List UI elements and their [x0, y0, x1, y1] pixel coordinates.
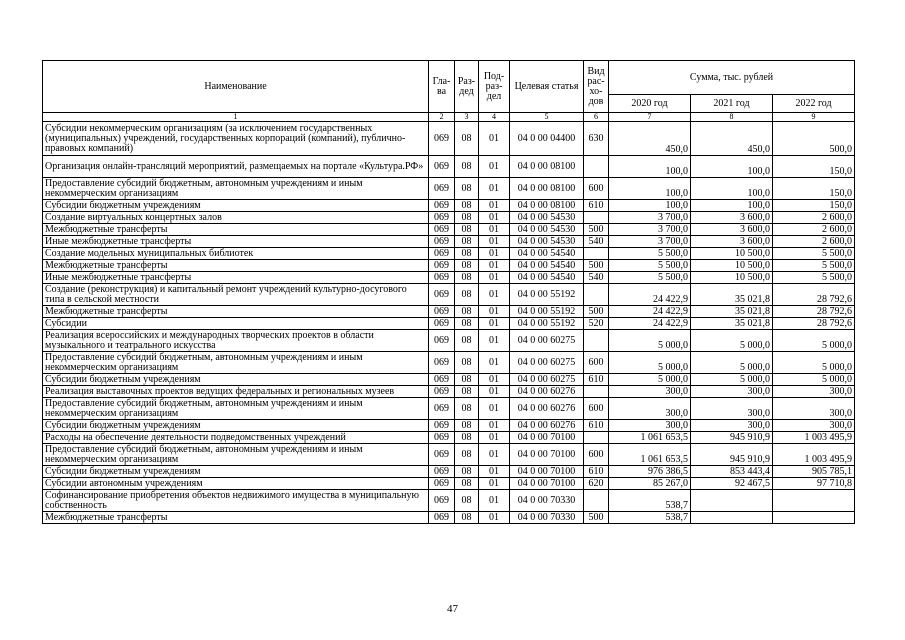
row-sum-2021: 945 910,9 — [691, 444, 773, 466]
table-row — [43, 272, 855, 284]
row-sum-2020: 1 061 653,5 — [609, 432, 691, 444]
row-sum-2021 — [691, 490, 773, 512]
row-sum-2022: 5 500,0 — [773, 248, 855, 260]
header-target: Целевая статья — [510, 61, 584, 113]
row-podrazdel: 01 — [479, 398, 510, 420]
row-glava: 069 — [429, 420, 455, 432]
row-sum-2020: 5 000,0 — [609, 330, 691, 352]
row-target-article: 04 0 00 54530 — [510, 224, 584, 236]
row-expense-type: 610 — [584, 200, 609, 212]
row-expense-type — [584, 432, 609, 444]
row-glava: 069 — [429, 212, 455, 224]
row-podrazdel: 01 — [479, 272, 510, 284]
row-sum-2020: 100,0 — [609, 178, 691, 200]
row-glava: 069 — [429, 466, 455, 478]
row-sum-2020: 5 500,0 — [609, 272, 691, 284]
row-glava: 069 — [429, 306, 455, 318]
row-glava: 069 — [429, 490, 455, 512]
row-name: Межбюджетные трансферты — [43, 224, 429, 236]
row-razdel: 08 — [455, 272, 479, 284]
row-podrazdel: 01 — [479, 318, 510, 330]
row-sum-2021: 3 600,0 — [691, 236, 773, 248]
row-sum-2021: 100,0 — [691, 178, 773, 200]
row-expense-type: 500 — [584, 512, 609, 524]
row-podrazdel: 01 — [479, 420, 510, 432]
row-razdel: 08 — [455, 200, 479, 212]
row-sum-2022: 5 000,0 — [773, 352, 855, 374]
table-row — [43, 490, 855, 512]
col-number: 6 — [584, 113, 609, 122]
row-target-article: 04 0 00 70100 — [510, 478, 584, 490]
header-glava: Гла-ва — [429, 61, 455, 113]
row-sum-2020: 1 061 653,5 — [609, 444, 691, 466]
row-razdel: 08 — [455, 156, 479, 178]
row-name: Предоставление субсидий бюджетным, автономным учреждениям и иным некоммерческим организациям — [43, 444, 429, 466]
header-vid: Вид рас-хо-дов — [584, 61, 609, 113]
row-sum-2022: 28 792,6 — [773, 306, 855, 318]
row-razdel: 08 — [455, 260, 479, 272]
row-name: Субсидии бюджетным учреждениям — [43, 200, 429, 212]
row-target-article: 04 0 00 04400 — [510, 122, 584, 156]
row-podrazdel: 01 — [479, 478, 510, 490]
row-name: Реализация всероссийских и международных творческих проектов в области музыкального и театрального искусства — [43, 330, 429, 352]
row-sum-2022: 28 792,6 — [773, 284, 855, 306]
row-podrazdel: 01 — [479, 432, 510, 444]
col-number: 2 — [429, 113, 455, 122]
row-target-article: 04 0 00 55192 — [510, 306, 584, 318]
row-expense-type — [584, 490, 609, 512]
row-expense-type: 600 — [584, 352, 609, 374]
row-sum-2022: 300,0 — [773, 386, 855, 398]
row-sum-2021: 300,0 — [691, 420, 773, 432]
row-sum-2020: 300,0 — [609, 420, 691, 432]
row-sum-2021: 10 500,0 — [691, 272, 773, 284]
row-glava: 069 — [429, 284, 455, 306]
row-glava: 069 — [429, 386, 455, 398]
row-target-article: 04 0 00 54540 — [510, 272, 584, 284]
row-sum-2021: 5 000,0 — [691, 374, 773, 386]
header-2021: 2021 год — [691, 95, 773, 113]
row-sum-2022: 5 500,0 — [773, 272, 855, 284]
row-target-article: 04 0 00 54530 — [510, 236, 584, 248]
row-sum-2022: 2 600,0 — [773, 212, 855, 224]
row-glava: 069 — [429, 330, 455, 352]
row-name: Субсидии бюджетным учреждениям — [43, 466, 429, 478]
row-podrazdel: 01 — [479, 248, 510, 260]
row-name: Предоставление субсидий бюджетным, автономным учреждениям и иным некоммерческим организациям — [43, 352, 429, 374]
row-glava: 069 — [429, 200, 455, 212]
header-2020: 2020 год — [609, 95, 691, 113]
row-sum-2021: 945 910,9 — [691, 432, 773, 444]
row-expense-type: 610 — [584, 420, 609, 432]
col-number: 3 — [455, 113, 479, 122]
col-number: 8 — [691, 113, 773, 122]
row-razdel: 08 — [455, 512, 479, 524]
row-razdel: 08 — [455, 352, 479, 374]
row-sum-2021 — [691, 512, 773, 524]
row-sum-2020: 24 422,9 — [609, 284, 691, 306]
col-number: 4 — [479, 113, 510, 122]
row-target-article: 04 0 00 55192 — [510, 284, 584, 306]
row-podrazdel: 01 — [479, 306, 510, 318]
row-sum-2021: 35 021,8 — [691, 318, 773, 330]
row-target-article: 04 0 00 70330 — [510, 512, 584, 524]
table-row — [43, 178, 855, 200]
table-row — [43, 432, 855, 444]
row-podrazdel: 01 — [479, 386, 510, 398]
row-sum-2022: 1 003 495,9 — [773, 432, 855, 444]
table-row — [43, 466, 855, 478]
row-sum-2022: 905 785,1 — [773, 466, 855, 478]
table-row — [43, 122, 855, 156]
col-number: 5 — [510, 113, 584, 122]
row-name: Субсидии бюджетным учреждениям — [43, 420, 429, 432]
row-expense-type: 630 — [584, 122, 609, 156]
row-target-article: 04 0 00 60276 — [510, 386, 584, 398]
table-row — [43, 284, 855, 306]
row-name: Субсидии — [43, 318, 429, 330]
row-target-article: 04 0 00 55192 — [510, 318, 584, 330]
row-razdel: 08 — [455, 398, 479, 420]
row-podrazdel: 01 — [479, 284, 510, 306]
row-target-article: 04 0 00 60276 — [510, 398, 584, 420]
row-name: Предоставление субсидий бюджетным, автономным учреждениям и иным некоммерческим организациям — [43, 178, 429, 200]
row-sum-2022 — [773, 490, 855, 512]
row-glava: 069 — [429, 318, 455, 330]
row-razdel: 08 — [455, 490, 479, 512]
row-glava: 069 — [429, 398, 455, 420]
table-row — [43, 420, 855, 432]
table-row — [43, 512, 855, 524]
row-target-article: 04 0 00 60275 — [510, 352, 584, 374]
table-row — [43, 200, 855, 212]
row-glava: 069 — [429, 156, 455, 178]
row-expense-type: 610 — [584, 374, 609, 386]
row-target-article: 04 0 00 70100 — [510, 466, 584, 478]
row-podrazdel: 01 — [479, 178, 510, 200]
row-sum-2022: 5 000,0 — [773, 374, 855, 386]
row-sum-2021: 853 443,4 — [691, 466, 773, 478]
row-sum-2021: 10 500,0 — [691, 260, 773, 272]
row-name: Софинансирование приобретения объектов недвижимого имущества в муниципальную собственность — [43, 490, 429, 512]
row-target-article: 04 0 00 60276 — [510, 420, 584, 432]
table-row — [43, 386, 855, 398]
row-sum-2020: 3 700,0 — [609, 236, 691, 248]
row-sum-2020: 300,0 — [609, 386, 691, 398]
row-glava: 069 — [429, 432, 455, 444]
row-name: Субсидии некоммерческим организациям (за исключением государственных (муниципальных) учреждений, государственных корпораций (компаний), публично-правовых компаний) — [43, 122, 429, 156]
row-target-article: 04 0 00 60275 — [510, 330, 584, 352]
table-row — [43, 306, 855, 318]
table-row — [43, 398, 855, 420]
row-expense-type: 600 — [584, 178, 609, 200]
row-razdel: 08 — [455, 478, 479, 490]
page-number: 47 — [447, 603, 458, 615]
row-sum-2021: 100,0 — [691, 156, 773, 178]
row-sum-2022 — [773, 512, 855, 524]
row-glava: 069 — [429, 224, 455, 236]
row-razdel: 08 — [455, 374, 479, 386]
row-sum-2021: 3 600,0 — [691, 212, 773, 224]
row-glava: 069 — [429, 260, 455, 272]
row-razdel: 08 — [455, 236, 479, 248]
row-sum-2022: 5 500,0 — [773, 260, 855, 272]
row-podrazdel: 01 — [479, 330, 510, 352]
row-expense-type: 620 — [584, 478, 609, 490]
row-podrazdel: 01 — [479, 374, 510, 386]
row-name: Субсидии автономным учреждениям — [43, 478, 429, 490]
table-row — [43, 478, 855, 490]
table-row — [43, 374, 855, 386]
row-name: Создание (реконструкция) и капитальный ремонт учреждений культурно-досугового типа в сельской местности — [43, 284, 429, 306]
row-expense-type: 500 — [584, 260, 609, 272]
row-name: Организация онлайн-трансляций мероприятий, размещаемых на портале «Культура.РФ» — [43, 156, 429, 178]
row-razdel: 08 — [455, 284, 479, 306]
row-sum-2021: 100,0 — [691, 200, 773, 212]
row-sum-2021: 10 500,0 — [691, 248, 773, 260]
row-sum-2022: 5 000,0 — [773, 330, 855, 352]
column-numbers-row — [43, 113, 855, 122]
row-target-article: 04 0 00 54540 — [510, 248, 584, 260]
table-row — [43, 236, 855, 248]
row-sum-2022: 150,0 — [773, 200, 855, 212]
table-row — [43, 212, 855, 224]
row-glava: 069 — [429, 178, 455, 200]
table-row — [43, 444, 855, 466]
row-sum-2020: 24 422,9 — [609, 318, 691, 330]
row-sum-2020: 300,0 — [609, 398, 691, 420]
row-sum-2021: 300,0 — [691, 386, 773, 398]
row-target-article: 04 0 00 54540 — [510, 260, 584, 272]
row-name: Иные межбюджетные трансферты — [43, 236, 429, 248]
row-expense-type — [584, 212, 609, 224]
row-razdel: 08 — [455, 212, 479, 224]
row-name: Создание виртуальных концертных залов — [43, 212, 429, 224]
row-podrazdel: 01 — [479, 200, 510, 212]
row-podrazdel: 01 — [479, 156, 510, 178]
row-expense-type: 520 — [584, 318, 609, 330]
table-row — [43, 224, 855, 236]
row-sum-2022: 1 003 495,9 — [773, 444, 855, 466]
row-name: Предоставление субсидий бюджетным, автономным учреждениям и иным некоммерческим организациям — [43, 398, 429, 420]
row-glava: 069 — [429, 352, 455, 374]
row-glava: 069 — [429, 272, 455, 284]
row-podrazdel: 01 — [479, 466, 510, 478]
row-sum-2021: 35 021,8 — [691, 306, 773, 318]
table-row — [43, 352, 855, 374]
row-name: Расходы на обеспечение деятельности подведомственных учреждений — [43, 432, 429, 444]
row-expense-type — [584, 284, 609, 306]
row-sum-2020: 3 700,0 — [609, 224, 691, 236]
row-name: Иные межбюджетные трансферты — [43, 272, 429, 284]
row-razdel: 08 — [455, 386, 479, 398]
row-glava: 069 — [429, 374, 455, 386]
row-glava: 069 — [429, 236, 455, 248]
row-target-article: 04 0 00 70100 — [510, 432, 584, 444]
row-sum-2020: 5 500,0 — [609, 248, 691, 260]
row-podrazdel: 01 — [479, 224, 510, 236]
row-name: Межбюджетные трансферты — [43, 306, 429, 318]
row-sum-2022: 150,0 — [773, 178, 855, 200]
row-target-article: 04 0 00 60275 — [510, 374, 584, 386]
row-sum-2020: 85 267,0 — [609, 478, 691, 490]
row-sum-2020: 100,0 — [609, 200, 691, 212]
row-razdel: 08 — [455, 330, 479, 352]
row-glava: 069 — [429, 122, 455, 156]
row-podrazdel: 01 — [479, 444, 510, 466]
row-podrazdel: 01 — [479, 122, 510, 156]
row-sum-2021: 35 021,8 — [691, 284, 773, 306]
row-razdel: 08 — [455, 248, 479, 260]
row-razdel: 08 — [455, 420, 479, 432]
row-razdel: 08 — [455, 122, 479, 156]
col-number: 1 — [43, 113, 429, 122]
row-razdel: 08 — [455, 306, 479, 318]
row-sum-2021: 5 000,0 — [691, 330, 773, 352]
budget-table — [42, 60, 855, 524]
row-target-article: 04 0 00 08100 — [510, 200, 584, 212]
header-name: Наименование — [43, 61, 429, 113]
header-razdel: Раз-дед — [455, 61, 479, 113]
row-expense-type: 600 — [584, 398, 609, 420]
row-expense-type: 600 — [584, 444, 609, 466]
row-podrazdel: 01 — [479, 352, 510, 374]
row-sum-2022: 300,0 — [773, 398, 855, 420]
row-expense-type — [584, 156, 609, 178]
row-sum-2020: 100,0 — [609, 156, 691, 178]
col-number: 7 — [609, 113, 691, 122]
row-sum-2021: 300,0 — [691, 398, 773, 420]
row-glava: 069 — [429, 478, 455, 490]
table-row — [43, 330, 855, 352]
row-name: Межбюджетные трансферты — [43, 260, 429, 272]
row-sum-2022: 28 792,6 — [773, 318, 855, 330]
row-podrazdel: 01 — [479, 236, 510, 248]
row-expense-type — [584, 386, 609, 398]
row-expense-type: 610 — [584, 466, 609, 478]
row-sum-2020: 5 000,0 — [609, 352, 691, 374]
header-2022: 2022 год — [773, 95, 855, 113]
row-glava: 069 — [429, 512, 455, 524]
row-name: Субсидии бюджетным учреждениям — [43, 374, 429, 386]
row-name: Создание модельных муниципальных библиотек — [43, 248, 429, 260]
row-podrazdel: 01 — [479, 490, 510, 512]
row-sum-2020: 5 500,0 — [609, 260, 691, 272]
row-sum-2020: 24 422,9 — [609, 306, 691, 318]
row-sum-2021: 92 467,5 — [691, 478, 773, 490]
row-glava: 069 — [429, 248, 455, 260]
row-target-article: 04 0 00 54530 — [510, 212, 584, 224]
row-razdel: 08 — [455, 466, 479, 478]
row-razdel: 08 — [455, 224, 479, 236]
row-target-article: 04 0 00 70330 — [510, 490, 584, 512]
row-sum-2020: 3 700,0 — [609, 212, 691, 224]
table-row — [43, 260, 855, 272]
row-sum-2022: 2 600,0 — [773, 236, 855, 248]
header-sum: Сумма, тыс. рублей — [609, 61, 855, 95]
row-sum-2020: 538,7 — [609, 512, 691, 524]
row-name: Межбюджетные трансферты — [43, 512, 429, 524]
row-expense-type: 540 — [584, 272, 609, 284]
row-sum-2021: 5 000,0 — [691, 352, 773, 374]
row-sum-2020: 976 386,5 — [609, 466, 691, 478]
col-number: 9 — [773, 113, 855, 122]
row-expense-type: 500 — [584, 224, 609, 236]
row-razdel: 08 — [455, 432, 479, 444]
row-expense-type — [584, 330, 609, 352]
row-target-article: 04 0 00 08100 — [510, 178, 584, 200]
row-target-article: 04 0 00 70100 — [510, 444, 584, 466]
row-sum-2022: 2 600,0 — [773, 224, 855, 236]
table-row — [43, 318, 855, 330]
row-sum-2021: 450,0 — [691, 122, 773, 156]
row-glava: 069 — [429, 444, 455, 466]
row-podrazdel: 01 — [479, 512, 510, 524]
row-podrazdel: 01 — [479, 260, 510, 272]
row-razdel: 08 — [455, 178, 479, 200]
row-expense-type: 500 — [584, 306, 609, 318]
row-sum-2022: 300,0 — [773, 420, 855, 432]
row-sum-2020: 538,7 — [609, 490, 691, 512]
row-razdel: 08 — [455, 444, 479, 466]
table-row — [43, 156, 855, 178]
row-sum-2022: 150,0 — [773, 156, 855, 178]
row-razdel: 08 — [455, 318, 479, 330]
table-row — [43, 248, 855, 260]
row-target-article: 04 0 00 08100 — [510, 156, 584, 178]
row-sum-2020: 450,0 — [609, 122, 691, 156]
header-podrazdel: Под-раз-дел — [479, 61, 510, 113]
row-sum-2022: 97 710,8 — [773, 478, 855, 490]
row-sum-2022: 500,0 — [773, 122, 855, 156]
row-expense-type: 540 — [584, 236, 609, 248]
row-expense-type — [584, 248, 609, 260]
row-sum-2021: 3 600,0 — [691, 224, 773, 236]
row-name: Реализация выставочных проектов ведущих федеральных и региональных музеев — [43, 386, 429, 398]
row-sum-2020: 5 000,0 — [609, 374, 691, 386]
row-podrazdel: 01 — [479, 212, 510, 224]
